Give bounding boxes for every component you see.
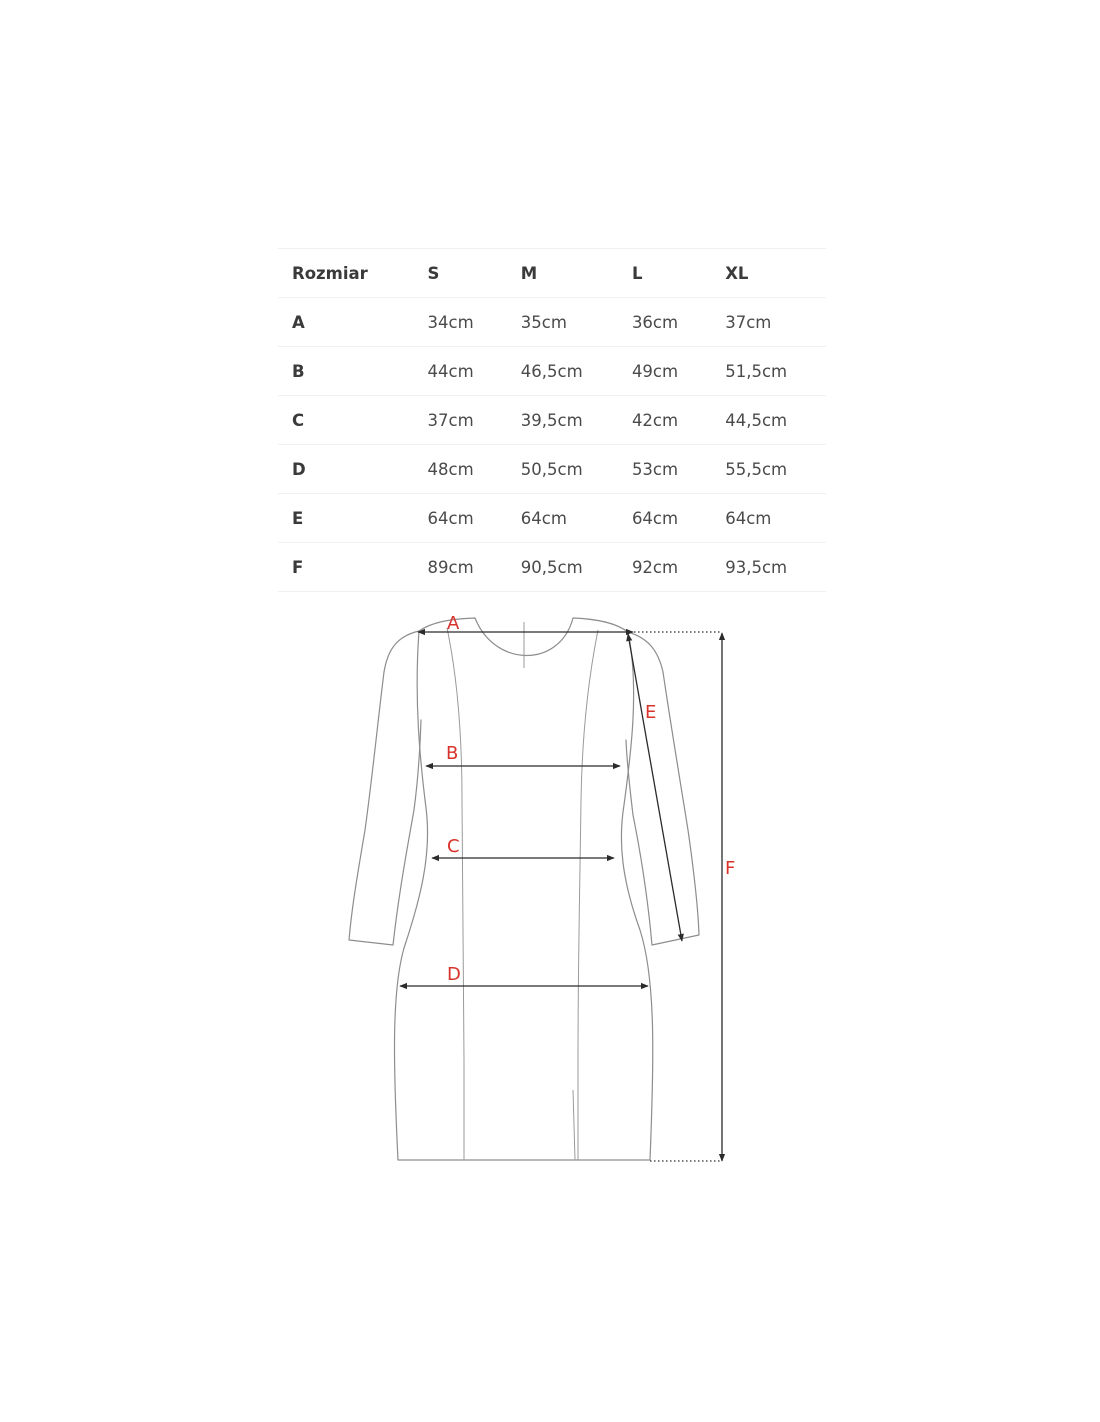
row-label: B <box>278 347 428 396</box>
measure-e-line <box>628 634 682 941</box>
row-label: F <box>278 543 428 592</box>
label-b: B <box>446 743 459 764</box>
left-panel-seam <box>447 628 464 1160</box>
cell-value: 64cm <box>521 494 632 543</box>
cell-value: 93,5cm <box>725 543 826 592</box>
cell-value: 55,5cm <box>725 445 826 494</box>
label-a: A <box>447 613 460 634</box>
cell-value: 90,5cm <box>521 543 632 592</box>
cell-value: 44,5cm <box>725 396 826 445</box>
measurement-labels <box>446 613 735 985</box>
label-f: F <box>725 858 736 879</box>
cell-value: 36cm <box>632 298 725 347</box>
cell-value: 34cm <box>428 298 521 347</box>
slit-seam <box>573 1090 575 1160</box>
cell-value: 35cm <box>521 298 632 347</box>
label-e: E <box>645 702 657 723</box>
cell-value: 64cm <box>725 494 826 543</box>
cell-value: 37cm <box>725 298 826 347</box>
label-d: D <box>447 964 461 985</box>
cell-value: 89cm <box>428 543 521 592</box>
dress-body-outline <box>394 618 652 1160</box>
right-panel-seam <box>578 630 598 1160</box>
header-l: L <box>632 249 725 298</box>
measurement-lines <box>400 632 722 1161</box>
cell-value: 53cm <box>632 445 725 494</box>
cell-value: 44cm <box>428 347 521 396</box>
cell-value: 42cm <box>632 396 725 445</box>
right-sleeve-outline <box>626 632 699 945</box>
cell-value: 51,5cm <box>725 347 826 396</box>
cell-value: 49cm <box>632 347 725 396</box>
header-s: S <box>428 249 521 298</box>
cell-value: 64cm <box>632 494 725 543</box>
row-label: C <box>278 396 428 445</box>
row-label: E <box>278 494 428 543</box>
cell-value: 50,5cm <box>521 445 632 494</box>
cell-value: 46,5cm <box>521 347 632 396</box>
dress-outline <box>349 618 699 1160</box>
label-c: C <box>447 836 460 857</box>
header-size: Rozmiar <box>278 249 428 298</box>
cell-value: 39,5cm <box>521 396 632 445</box>
cell-value: 92cm <box>632 543 725 592</box>
row-label: D <box>278 445 428 494</box>
row-label: A <box>278 298 428 347</box>
header-xl: XL <box>725 249 826 298</box>
cell-value: 64cm <box>428 494 521 543</box>
cell-value: 37cm <box>428 396 521 445</box>
left-sleeve-outline <box>349 631 421 945</box>
cell-value: 48cm <box>428 445 521 494</box>
header-m: M <box>521 249 632 298</box>
